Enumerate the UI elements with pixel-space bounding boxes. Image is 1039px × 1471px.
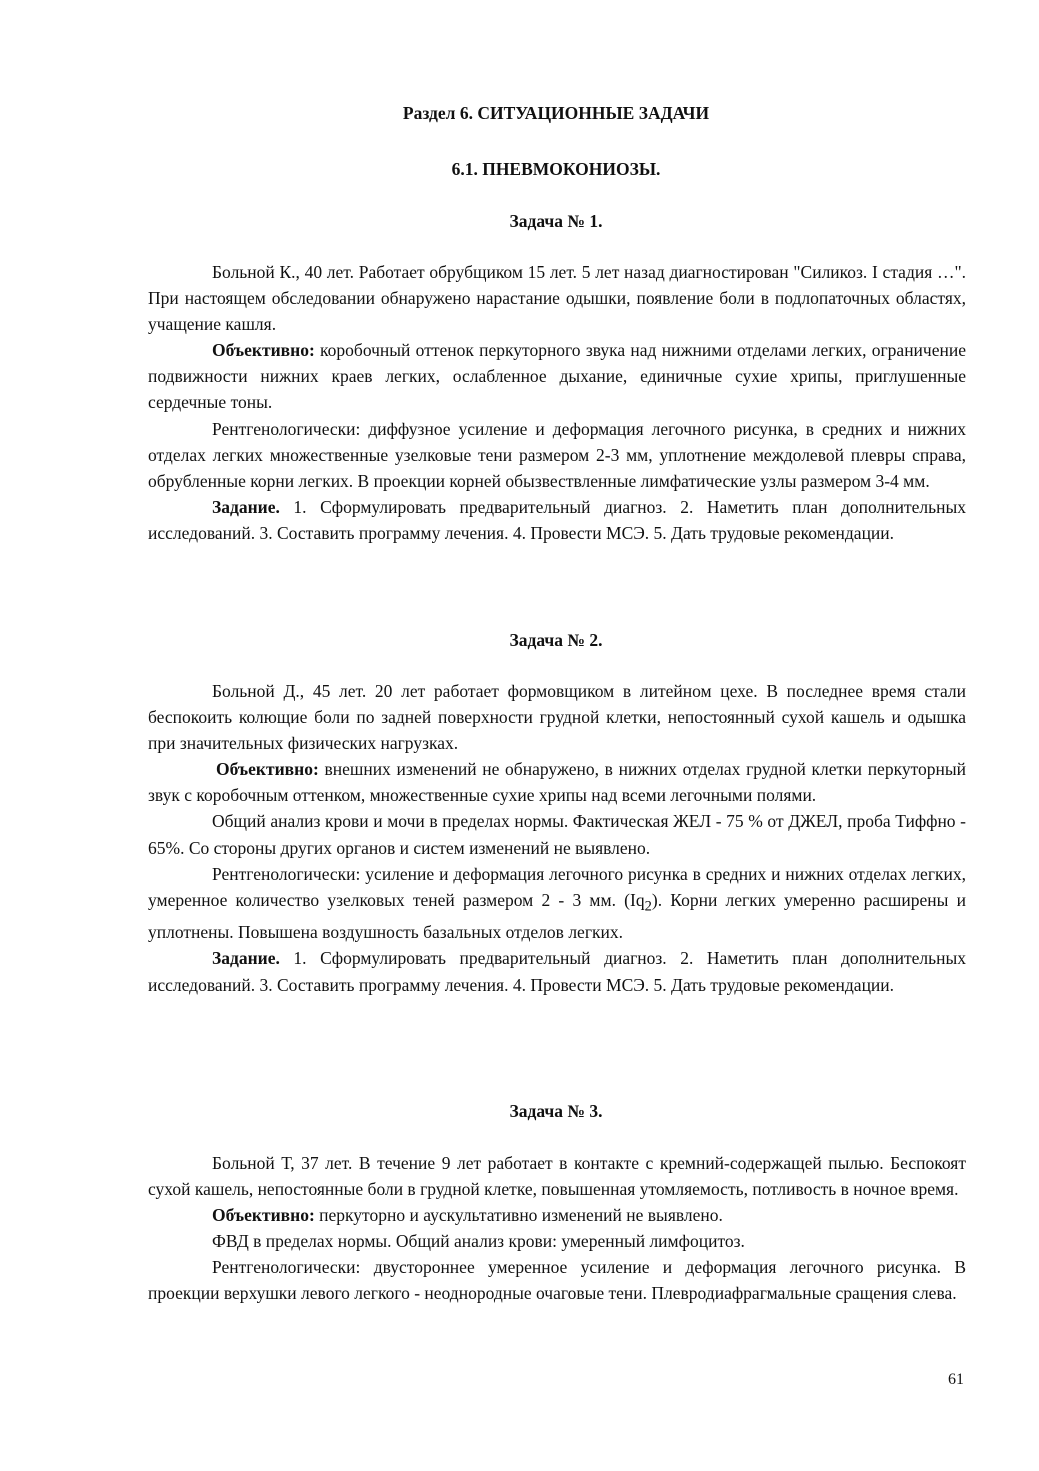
task-2-assignment — [148, 945, 966, 997]
section-title: Раздел 6. СИТУАЦИОННЫЕ ЗАДАЧИ — [402, 103, 710, 123]
task-2-xray-subscript: 2 — [644, 898, 652, 915]
task-2-assignment-label: Задание. — [212, 948, 280, 969]
page-number: 61 — [948, 1371, 964, 1388]
task-3-objective-text: перкуторно и аускультативно изменений не выявлено. — [314, 1205, 723, 1226]
task-3-xray: Рентгенологически: двустороннее умеренное усиление и деформация легочного рисунка. В проекции верхушки левого легкого - неоднородные очаговые тени. Плевродиафрагмальные сращения слева. — [148, 1257, 966, 1304]
task-3-objective-label: Объективно: — [212, 1205, 315, 1226]
subsection-title: 6.1. ПНЕВМОКОНИОЗЫ. — [451, 159, 661, 179]
task-2-xray — [148, 861, 966, 946]
task-2-complaint: Больной Д., 45 лет. 20 лет работает формовщиком в литейном цехе. В последнее время стали беспокоить колющие боли по задней поверхности грудной клетки, непостоянный сухой кашель и одышка при значительных физических нагрузках. — [148, 681, 966, 754]
task-2-objective-text: внешних изменений не обнаружено, в нижних отделах грудной клетки перкуторный звук с коробочным оттенком, множественные сухие хрипы над всеми легочными полями. — [148, 759, 966, 806]
task-3-objective — [148, 1202, 966, 1228]
task-2-xray-after: ). Корни легких умеренно расширены и уплотнены. Повышена воздушность базальных отделов легких. — [148, 889, 966, 943]
task-2-labs: Общий анализ крови и мочи в пределах нормы. Фактическая ЖЕЛ - 75 % от ДЖЕЛ, проба Тиффно - 65%. Со стороны других органов и систем изменений не выявлено. — [148, 811, 966, 858]
task-1-body — [148, 259, 966, 546]
task-1-objective — [148, 337, 966, 415]
task-1-assignment-label: Задание. — [212, 496, 280, 517]
task-2-xray-before: Рентгенологически: усиление и деформация легочного рисунка в средних и нижних отделах легких, умеренное количество узелковых теней размером 2 - 3 мм. (Iq — [148, 863, 966, 910]
task-2-objective — [148, 756, 966, 808]
task-2-assignment-text: 1. Сформулировать предварительный диагноз. 2. Наметить план дополнительных исследований. 3. Составить программу лечения. 4. Провести МСЭ. 5. Дать трудовые рекомендации. — [148, 948, 966, 995]
task-2-body — [148, 678, 966, 998]
task-1-objective-text: коробочный оттенок перкуторного звука над нижними отделами легких, ограничение подвижности нижних краев легких, ослабленное дыхание, единичные сухие хрипы, приглушенные сердечные тоны. — [148, 340, 966, 413]
task-1-assignment — [148, 494, 966, 546]
task-3-body — [148, 1150, 966, 1307]
task-3-title: Задача № 3. — [509, 1101, 603, 1121]
task-1-complaint: Больной К., 40 лет. Работает обрубщиком 15 лет. 5 лет назад диагностирован "Силикоз. I стадия …". При настоящем обследовании обнаружено нарастание одышки, появление боли в подлопаточных областях, учащение кашля. — [148, 262, 966, 335]
task-1-objective-label: Объективно: — [212, 340, 315, 361]
task-2-title: Задача № 2. — [509, 630, 603, 650]
task-3-complaint: Больной Т, 37 лет. В течение 9 лет работает в контакте с кремний-содержащей пылью. Беспокоят сухой кашель, непостоянные боли в грудной клетке, повышенная утомляемость, потливость в ночное время. — [148, 1153, 966, 1200]
task-1-assignment-text: 1. Сформулировать предварительный диагноз. 2. Наметить план дополнительных исследований. 3. Составить программу лечения. 4. Провести МСЭ. 5. Дать трудовые рекомендации. — [148, 496, 966, 543]
task-1-xray: Рентгенологически: диффузное усиление и деформация легочного рисунка, в средних и нижних отделах легких множественные узелковые тени размером 2-3 мм, уплотнение междолевой плевры справа, обрубленные корни легких. В проекции корней обызвествленные лимфатические узлы размером 3-4 мм. — [148, 418, 966, 491]
task-1-title: Задача № 1. — [509, 211, 603, 231]
task-2-objective-label: Объективно: — [216, 759, 319, 780]
task-3-labs: ФВД в пределах нормы. Общий анализ крови: умеренный лимфоцитоз. — [212, 1231, 745, 1252]
